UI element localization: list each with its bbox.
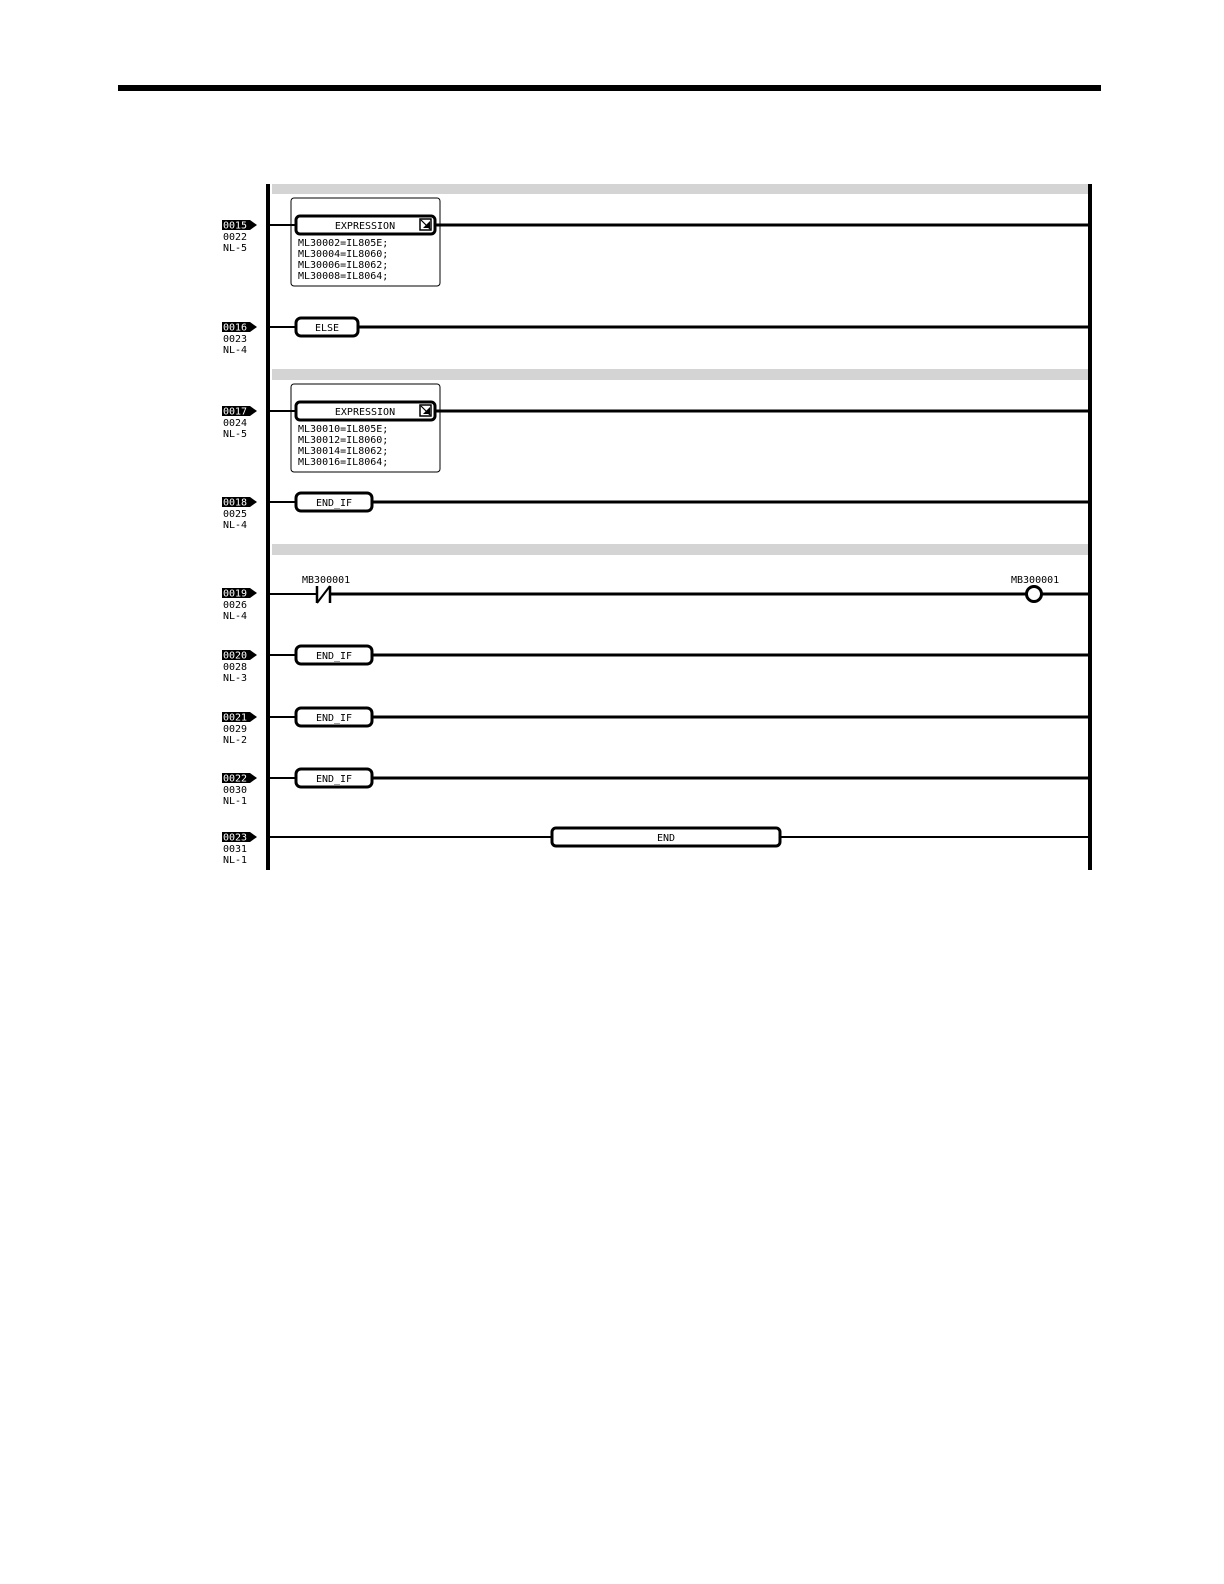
nest-level: NL-1 (223, 796, 248, 807)
expand-icon[interactable] (420, 405, 431, 416)
rung-0016 (222, 318, 1088, 356)
nest-level: NL-3 (223, 673, 248, 684)
arrow-tag-icon (250, 773, 257, 783)
step-number: 0023 (223, 334, 248, 345)
arrow-tag-icon (250, 220, 257, 230)
expression-line: ML30008=IL8064; (298, 271, 389, 282)
section-band (272, 369, 1088, 380)
step-number: 0031 (223, 844, 248, 855)
rung-marker[interactable] (222, 832, 257, 866)
contact-label: MB300001 (302, 575, 351, 586)
nc-contact-icon[interactable] (317, 586, 330, 603)
instruction-label: END (656, 833, 676, 844)
expression-line: ML30016=IL8064; (298, 457, 389, 468)
arrow-tag-icon (250, 832, 257, 842)
arrow-tag-icon (250, 497, 257, 507)
step-number: 0022 (223, 232, 248, 243)
nest-level: NL-2 (223, 735, 248, 746)
expression-line: ML30006=IL8062; (298, 260, 389, 271)
expand-icon[interactable] (420, 219, 431, 230)
rung-0015 (222, 198, 1088, 286)
rung-marker[interactable] (222, 650, 257, 684)
step-number: 0030 (223, 785, 248, 796)
rung-marker[interactable] (222, 406, 257, 440)
expression-line: ML30004=IL8060; (298, 249, 389, 260)
nest-level: NL-5 (223, 429, 248, 440)
nest-level: NL-4 (223, 345, 248, 356)
instruction-label: END_IF (315, 498, 353, 509)
rung-number: 0021 (223, 712, 248, 724)
rung-0017 (222, 384, 1088, 472)
rung-marker[interactable] (222, 712, 257, 746)
step-number: 0028 (223, 662, 248, 673)
step-number: 0029 (223, 724, 248, 735)
instruction-label: EXPRESSION (334, 221, 396, 232)
rung-number: 0020 (223, 650, 248, 662)
nest-level: NL-5 (223, 243, 248, 254)
step-number: 0026 (223, 600, 248, 611)
expression-line: ML30010=IL805E; (298, 424, 389, 435)
expression-line: ML30002=IL805E; (298, 238, 389, 249)
rung-number: 0018 (223, 497, 248, 509)
coil-label: MB300001 (1011, 575, 1060, 586)
instruction-label: END_IF (315, 651, 353, 662)
step-number: 0025 (223, 509, 248, 520)
rung-marker[interactable] (222, 773, 257, 807)
rung-marker[interactable] (222, 497, 257, 531)
expression-line: ML30014=IL8062; (298, 446, 389, 457)
nest-level: NL-1 (223, 855, 248, 866)
rung-number: 0022 (223, 773, 248, 785)
section-band (272, 184, 1088, 194)
rung-number: 0023 (223, 832, 248, 844)
instruction-label: ELSE (314, 323, 340, 334)
nest-level: NL-4 (223, 611, 248, 622)
instruction-label: END_IF (315, 713, 353, 724)
rung-0021 (222, 708, 1088, 746)
rung-0019 (222, 575, 1088, 622)
rung-number: 0019 (223, 588, 248, 600)
rung-0020 (222, 646, 1088, 684)
rung-0022 (222, 769, 1088, 807)
arrow-tag-icon (250, 650, 257, 660)
nest-level: NL-4 (223, 520, 248, 531)
arrow-tag-icon (250, 712, 257, 722)
arrow-tag-icon (250, 588, 257, 598)
rung-marker[interactable] (222, 588, 257, 622)
rung-number: 0017 (223, 406, 248, 418)
rung-number: 0016 (223, 322, 248, 334)
rung-number: 0015 (223, 220, 248, 232)
section-band (272, 544, 1088, 555)
arrow-tag-icon (250, 406, 257, 416)
rung-marker[interactable] (222, 322, 257, 356)
rung-0018 (222, 493, 1088, 531)
arrow-tag-icon (250, 322, 257, 332)
rung-marker[interactable] (222, 220, 257, 254)
step-number: 0024 (223, 418, 248, 429)
coil-icon[interactable] (1027, 587, 1042, 602)
instruction-label: EXPRESSION (334, 407, 396, 418)
rung-0023 (222, 828, 1088, 866)
instruction-label: END_IF (315, 774, 353, 785)
expression-line: ML30012=IL8060; (298, 435, 389, 446)
